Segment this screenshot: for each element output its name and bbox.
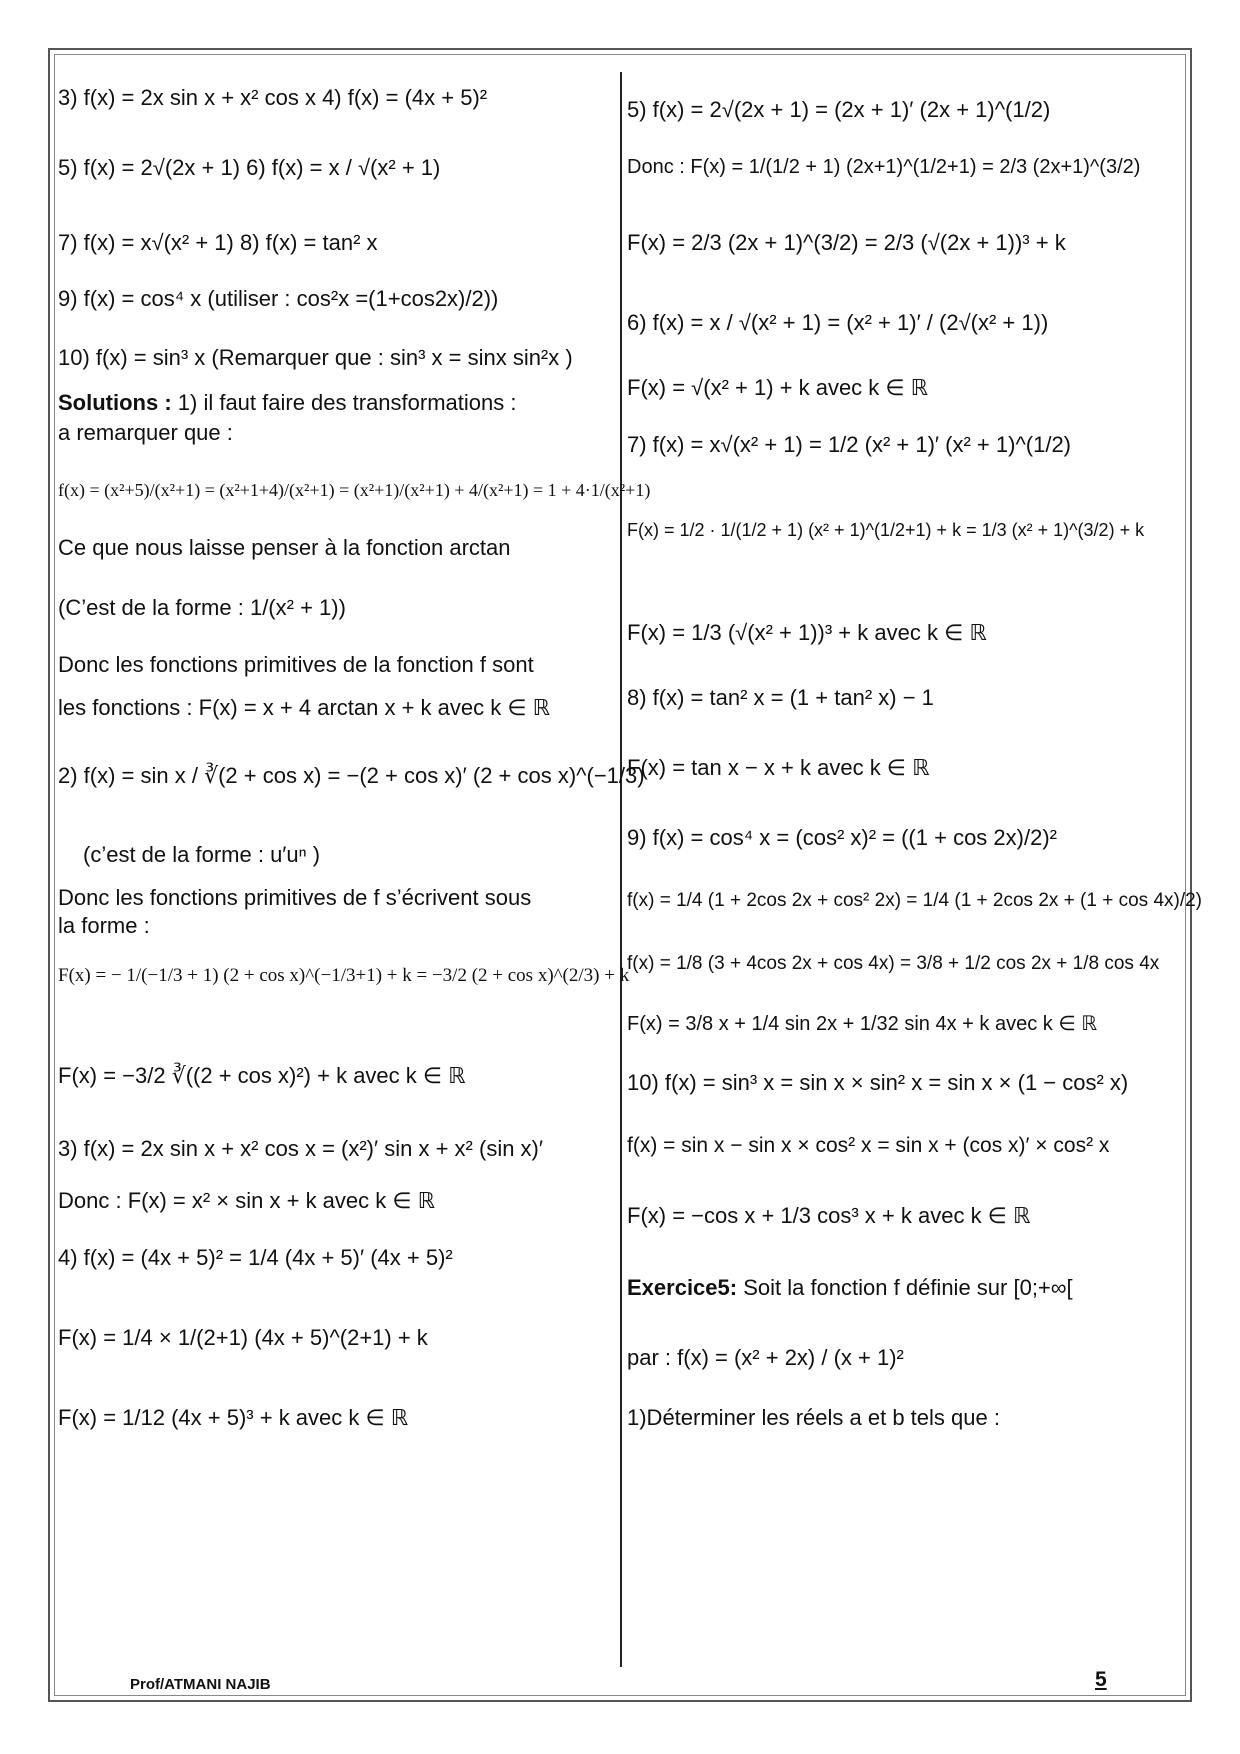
formula-line: F(x) = 1/12 (4x + 5)³ + k avec k ∈ ℝ: [58, 1405, 409, 1430]
formula-line: F(x) = −cos x + 1/3 cos³ x + k avec k ∈ ℝ: [627, 1203, 1031, 1228]
formula-line: 8) f(x) = tan² x = (1 + tan² x) − 1: [627, 685, 934, 710]
text-line: (c’est de la forme : u′uⁿ ): [83, 842, 321, 867]
formula-transform: f(x) = (x²+5)/(x²+1) = (x²+1+4)/(x²+1) = (x²+1)/(x²+1) + 4/(x²+1) = 1 + 4·1/(x²+1): [58, 480, 651, 500]
formula-line: 7) f(x) = x√(x² + 1) = 1/2 (x² + 1)′ (x² + 1)^(1/2): [627, 432, 1072, 457]
formula-line: 6) f(x) = x / √(x² + 1) = (x² + 1)′ / (2√(x² + 1)): [627, 310, 1049, 335]
formula-line: f(x) = sin x − sin x × cos² x = sin x + (cos x)′ × cos² x: [627, 1134, 1110, 1157]
formula-line: 2) f(x) = sin x / ∛(2 + cos x) = −(2 + cos x)′ (2 + cos x)^(−1/3): [58, 763, 645, 788]
text-line: Ce que nous laisse penser à la fonction arctan: [58, 535, 511, 560]
exercise-item-10: 10) f(x) = sin³ x (Remarquer que : sin³ x = sinx sin²x ): [58, 345, 573, 370]
text-line: a remarquer que :: [58, 420, 233, 445]
exercise5-heading-line: [627, 1275, 1073, 1301]
formula-line: F(x) = 1/4 × 1/(2+1) (4x + 5)^(2+1) + k: [58, 1325, 428, 1350]
formula-line: Donc : F(x) = x² × sin x + k avec k ∈ ℝ: [58, 1188, 436, 1213]
solutions-heading-line: [58, 390, 516, 416]
formula-line: 3) f(x) = 2x sin x + x² cos x = (x²)′ sin x + x² (sin x)′: [58, 1136, 543, 1161]
formula-line: f(x) = 1/4 (1 + 2cos 2x + cos² 2x) = 1/4 (1 + 2cos 2x + (1 + cos 4x)/2): [627, 890, 1203, 911]
question-line: 1)Déterminer les réels a et b tels que :: [627, 1405, 1000, 1430]
text-line: les fonctions : F(x) = x + 4 arctan x + k avec k ∈ ℝ: [58, 695, 551, 720]
exercise-item-5-6: 5) f(x) = 2√(2x + 1) 6) f(x) = x / √(x² + 1): [58, 155, 441, 180]
text-line: Donc les fonctions primitives de f s’écrivent sous: [58, 885, 532, 910]
formula-line: Donc : F(x) = 1/(1/2 + 1) (2x+1)^(1/2+1) = 2/3 (2x+1)^(3/2): [627, 156, 1141, 178]
formula-line: F(x) = − 1/(−1/3 + 1) (2 + cos x)^(−1/3+1) + k = −3/2 (2 + cos x)^(2/3) + k: [58, 965, 630, 986]
formula-line: F(x) = −3/2 ∛((2 + cos x)²) + k avec k ∈ ℝ: [58, 1063, 466, 1088]
exercise5-text: Soit la fonction f définie sur [0;+∞[: [737, 1275, 1073, 1300]
formula-line: F(x) = 1/3 (√(x² + 1))³ + k avec k ∈ ℝ: [627, 620, 987, 645]
formula-line: F(x) = √(x² + 1) + k avec k ∈ ℝ: [627, 375, 929, 400]
formula-line: 9) f(x) = cos⁴ x = (cos² x)² = ((1 + cos 2x)/2)²: [627, 825, 1057, 850]
formula-line: F(x) = 1/2 · 1/(1/2 + 1) (x² + 1)^(1/2+1) + k = 1/3 (x² + 1)^(3/2) + k: [627, 520, 1145, 540]
text-line: la forme :: [58, 913, 150, 938]
formula-line: F(x) = 2/3 (2x + 1)^(3/2) = 2/3 (√(2x + 1))³ + k: [627, 230, 1066, 255]
formula-line: F(x) = 3/8 x + 1/4 sin 2x + 1/32 sin 4x + k avec k ∈ ℝ: [627, 1013, 1098, 1035]
footer-author: Prof/ATMANI NAJIB: [130, 1676, 271, 1693]
solutions-label: Solutions :: [58, 390, 172, 415]
formula-line: F(x) = tan x − x + k avec k ∈ ℝ: [627, 755, 930, 780]
formula-line: 10) f(x) = sin³ x = sin x × sin² x = sin x × (1 − cos² x): [627, 1070, 1129, 1095]
page-number: 5: [1095, 1668, 1107, 1691]
exercise-item-9: 9) f(x) = cos⁴ x (utiliser : cos²x =(1+cos2x)/2)): [58, 286, 499, 311]
exercise5-label: Exercice5:: [627, 1275, 738, 1300]
solutions-text: 1) il faut faire des transformations :: [171, 390, 517, 415]
exercise-item-3-4: 3) f(x) = 2x sin x + x² cos x 4) f(x) = (4x + 5)²: [58, 85, 488, 110]
formula-line: f(x) = 1/8 (3 + 4cos 2x + cos 4x) = 3/8 + 1/2 cos 2x + 1/8 cos 4x: [627, 953, 1160, 974]
column-divider: [620, 72, 622, 1667]
formula-line: 4) f(x) = (4x + 5)² = 1/4 (4x + 5)′ (4x + 5)²: [58, 1245, 453, 1270]
text-line: (C’est de la forme : 1/(x² + 1)): [58, 595, 346, 620]
formula-line: 5) f(x) = 2√(2x + 1) = (2x + 1)′ (2x + 1)^(1/2): [627, 97, 1051, 122]
exercise-item-7-8: 7) f(x) = x√(x² + 1) 8) f(x) = tan² x: [58, 230, 378, 255]
text-line: Donc les fonctions primitives de la fonction f sont: [58, 652, 534, 677]
formula-line: par : f(x) = (x² + 2x) / (x + 1)²: [627, 1345, 904, 1370]
